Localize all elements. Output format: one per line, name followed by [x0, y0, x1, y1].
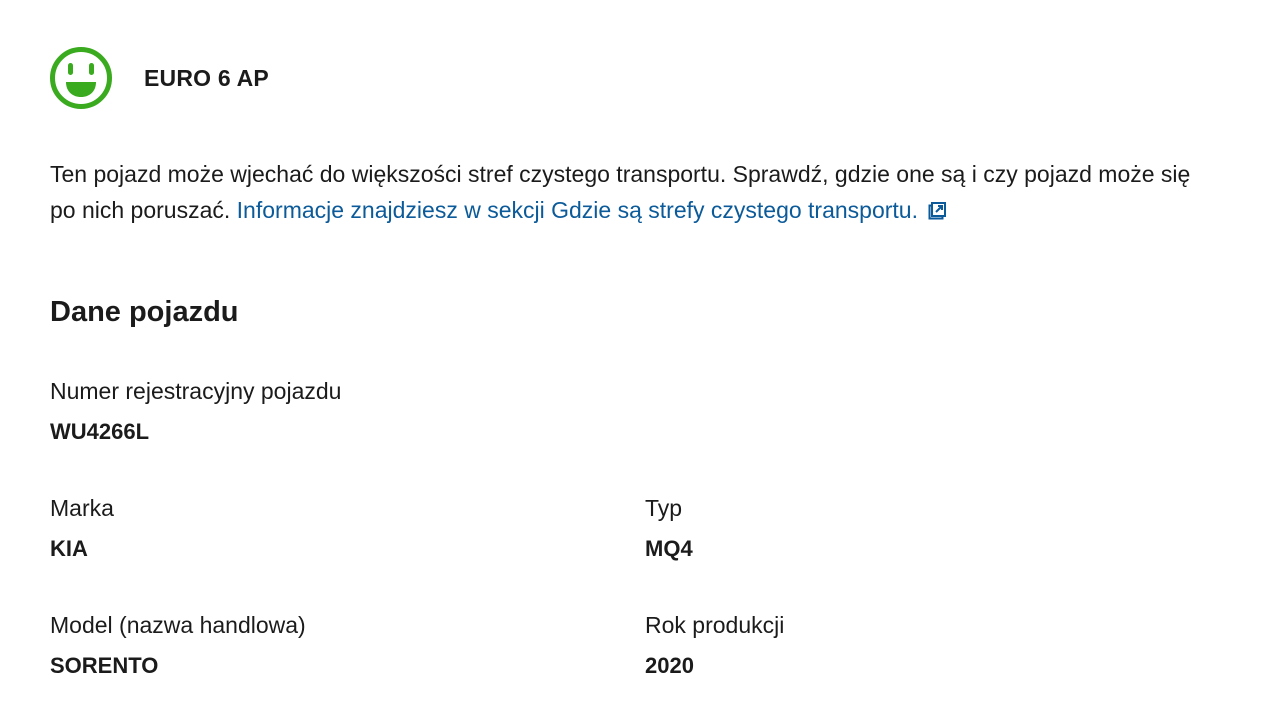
vehicle-data-title: Dane pojazdu — [50, 296, 239, 328]
model-label: Model (nazwa handlowa) — [50, 612, 306, 638]
smiley-face-icon — [49, 46, 113, 110]
zone-info-paragraph — [50, 156, 1210, 228]
clean-transport-zones-link-text: Informacje znajdziesz w sekcji Gdzie są strefy czystego transportu. — [236, 197, 918, 223]
year-field — [645, 611, 784, 680]
external-link-icon — [928, 202, 946, 220]
emission-class-label: EURO 6 AP — [144, 64, 269, 91]
registration-field — [50, 377, 341, 446]
model-value: SORENTO — [50, 653, 159, 678]
registration-label: Numer rejestracyjny pojazdu — [50, 378, 342, 404]
year-label: Rok produkcji — [645, 612, 785, 638]
registration-value: WU4266L — [50, 419, 150, 444]
model-field — [50, 611, 306, 680]
make-label: Marka — [50, 495, 114, 521]
type-field — [645, 494, 693, 563]
zone-info-text: Ten pojazd może wjechać do większości stref czystego transportu. Sprawdź, gdzie one są i czy pojazd może się po nich poruszać. — [50, 161, 1191, 223]
type-label: Typ — [645, 495, 683, 521]
type-value: MQ4 — [645, 536, 693, 561]
make-value: KIA — [50, 536, 88, 561]
make-field — [50, 494, 114, 563]
clean-transport-zones-link[interactable] — [237, 197, 946, 223]
emission-status — [49, 46, 269, 110]
year-value: 2020 — [645, 653, 694, 678]
